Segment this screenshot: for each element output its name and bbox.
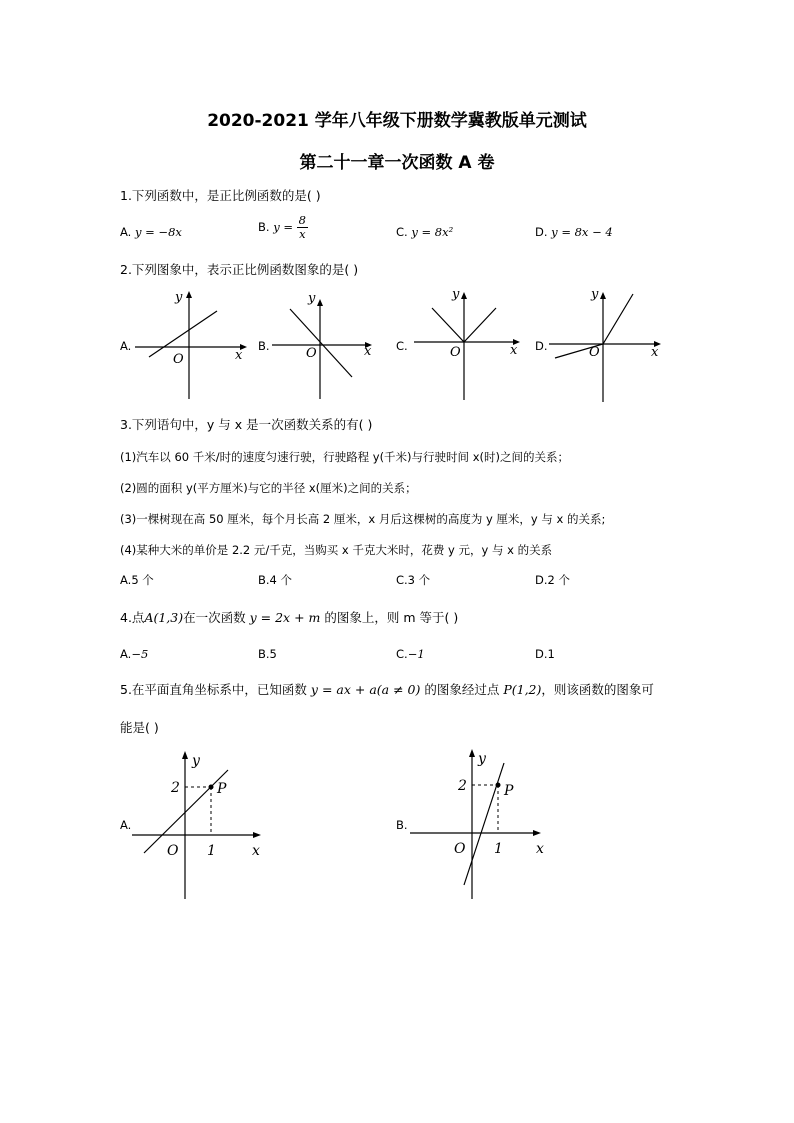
q4-option-b-value: 5	[269, 647, 277, 661]
q2-graph-c-y-arrow	[461, 292, 467, 299]
q4-option-d-label: D.	[535, 647, 548, 661]
q2-graph-a-line	[149, 311, 217, 357]
q1-option-b-fraction	[297, 214, 308, 240]
q2-graph-d-origin: O	[589, 345, 600, 360]
q5-graph-a-point-label: P	[217, 781, 227, 797]
q5-graph-b-tick-x: 1	[494, 841, 503, 857]
q2-graph-b-line	[290, 309, 352, 377]
q2-graph-c-origin: O	[450, 345, 461, 360]
q2-graph-d-x-label: x	[651, 345, 659, 360]
q5-label-b: B.	[396, 818, 408, 832]
q1-option-c-label: C.	[396, 225, 408, 239]
q2-graph-b-y-arrow	[317, 299, 323, 306]
q2-graph-a	[131, 287, 261, 402]
q3-option-b: B.4 个	[258, 573, 293, 587]
q5-graph-a-x-arrow	[253, 832, 261, 838]
q2-graph-a-origin: O	[173, 352, 184, 367]
q3-item-4: (4)某种大米的单价是 2.2 元/千克，当购买 x 千克大米时，花费 y 元，y 与 x 的关系	[120, 543, 553, 557]
q1-option-d-expr: y = 8x − 4	[551, 225, 613, 239]
q4-option-b-label: B.	[258, 647, 270, 661]
q4-point: A(1,3)	[144, 610, 184, 625]
q5-graph-b-tick-y: 2	[458, 778, 467, 794]
q2-stem: 2.下列图象中，表示正比例函数图象的是( )	[120, 262, 359, 277]
q2-label-c: C.	[396, 339, 408, 353]
q5-graph-b-x-label: x	[536, 841, 544, 857]
q2-graph-d	[545, 284, 675, 404]
q5-stem-pre: 5.在平面直角坐标系中，已知函数	[120, 682, 307, 697]
q3-item-3: (3)一棵树现在高 50 厘米，每个月长高 2 厘米，x 月后这棵树的高度为 y 厘米，y 与 x 的关系;	[120, 512, 606, 526]
q3-option-d: D.2 个	[535, 573, 570, 587]
q4-option-b	[258, 647, 277, 661]
q5-function: y = ax + a(a ≠ 0)	[310, 682, 421, 697]
q5-stem-post: ，则该函数的图象可	[541, 682, 654, 697]
q3-item-2: (2)圆的面积 y(平方厘米)与它的半径 x(厘米)之间的关系；	[120, 481, 417, 495]
q4-option-c-value: −1	[407, 647, 425, 661]
q4-stem-post: 的图象上，则 m 等于( )	[324, 610, 459, 625]
q2-graph-c-x-label: x	[510, 343, 518, 358]
q1-option-a-expr: y = −8x	[134, 225, 182, 239]
q4-stem	[120, 608, 458, 626]
q5-graph-a-tick-x: 1	[207, 843, 216, 859]
q5-stem	[120, 680, 654, 698]
document-title: 2020-2021 学年八年级下册数学冀教版单元测试	[207, 111, 587, 131]
q2-graph-d-y-arrow	[600, 292, 606, 299]
q5-graph-b-point-label: P	[504, 783, 514, 799]
q5-graph-a-line	[144, 770, 228, 853]
q1-option-d-label: D.	[535, 225, 548, 239]
q2-label-a: A.	[120, 339, 132, 353]
q5-graph-b-y-arrow	[469, 749, 475, 757]
q4-option-d-value: 1	[547, 647, 555, 661]
q5-label-a: A.	[120, 818, 132, 832]
q4-stem-mid: 在一次函数	[183, 610, 246, 625]
q5-graph-a	[130, 745, 280, 905]
q4-option-d	[535, 647, 555, 661]
q2-graph-b-y-label: y	[308, 291, 316, 306]
q2-graph-d-y-label: y	[591, 287, 599, 302]
q1-option-b	[258, 214, 308, 240]
q3-option-c: C.3 个	[396, 573, 431, 587]
q5-stem-mid: 的图象经过点	[424, 682, 500, 697]
q4-stem-pre: 4.点	[120, 610, 145, 625]
q1-option-c-expr: y = 8x²	[411, 225, 454, 239]
q2-graph-a-y-arrow	[186, 291, 192, 298]
q1-option-b-label: B.	[258, 220, 270, 235]
q1-option-c	[396, 225, 453, 239]
q4-option-a-value: −5	[131, 647, 149, 661]
q4-option-a-label: A.	[120, 647, 132, 661]
q2-graph-c	[410, 284, 540, 404]
q3-item-1: (1)汽车以 60 千米/时的速度匀速行驶，行驶路程 y(千米)与行驶时间 x(时)之间的关系；	[120, 450, 569, 464]
q2-graph-a-y-label: y	[175, 290, 183, 305]
q2-graph-c-y-label: y	[452, 287, 460, 302]
q5-point: P(1,2)	[503, 682, 542, 697]
q5-graph-b-point-p	[496, 783, 501, 788]
q2-graph-b-origin: O	[306, 346, 317, 361]
q5-graph-b-x-arrow	[533, 830, 541, 836]
q5-stem-line2: 能是( )	[120, 720, 159, 735]
q4-option-c-label: C.	[396, 647, 408, 661]
q5-graph-a-point-p	[209, 785, 214, 790]
q1-stem: 1.下列函数中，是正比例函数的是( )	[120, 188, 321, 203]
q5-graph-a-x-label: x	[252, 843, 260, 859]
q1-option-b-lhs: y =	[273, 220, 293, 235]
q5-graph-b-y-label: y	[478, 751, 486, 767]
q2-graph-b-x-label: x	[364, 344, 372, 359]
q2-label-b: B.	[258, 339, 270, 353]
q4-function: y = 2x + m	[249, 610, 321, 625]
q1-option-b-numerator: 8	[298, 213, 306, 227]
q3-option-a: A.5 个	[120, 573, 154, 587]
q4-option-a	[120, 647, 148, 661]
q1-option-d	[535, 225, 613, 239]
document-subtitle: 第二十一章一次函数 A 卷	[299, 153, 495, 173]
q5-graph-b-origin: O	[454, 841, 466, 857]
q5-graph-b	[408, 745, 558, 905]
q1-option-b-denominator: x	[299, 226, 306, 241]
q1-option-a-label: A.	[120, 225, 132, 239]
q2-graph-a-x-label: x	[235, 348, 243, 363]
q5-graph-a-y-arrow	[182, 751, 188, 759]
q5-graph-a-origin: O	[167, 843, 179, 859]
q5-graph-a-tick-y: 2	[171, 780, 180, 796]
q2-label-d: D.	[535, 339, 548, 353]
q2-graph-b	[268, 287, 398, 402]
q4-option-c	[396, 647, 425, 661]
q3-stem: 3.下列语句中，y 与 x 是一次函数关系的有( )	[120, 417, 373, 432]
q5-graph-a-y-label: y	[192, 753, 200, 769]
q1-option-a	[120, 225, 182, 239]
